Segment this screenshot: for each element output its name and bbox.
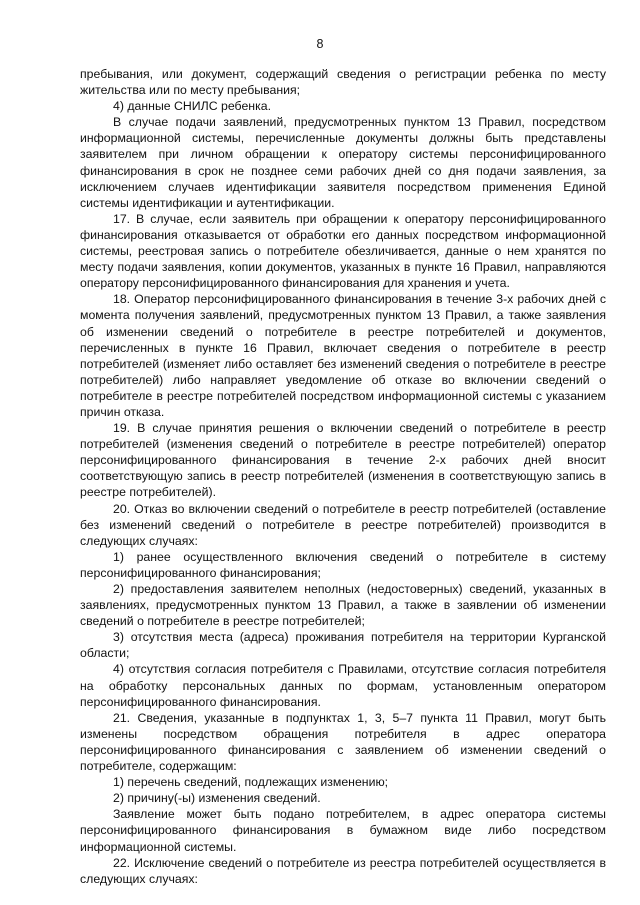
page-number: 8 [316,37,324,51]
paragraph: 21. Сведения, указанные в подпунктах 1, 3, 5–7 пункта 11 Правил, могут быть изменены посредством обращения потребителя в адрес оператора персонифицированного финансирования с заявлением об изменении сведений о потребителе, содержащим: [80,710,606,774]
document-body [80,66,606,887]
paragraph: 4) данные СНИЛС ребенка. [113,99,271,114]
paragraph: 1) ранее осуществленного включения сведений о потребителе в систему персонифицированного финансирования; [80,549,606,580]
paragraph: 22. Исключение сведений о потребителе из реестра потребителей осуществляется в следующих случаях: [80,855,606,886]
paragraph: 4) отсутствия согласия потребителя с Правилами, отсутствие согласия потребителя на обработку персональных данных по формам, установленным оператором персонифицированного финансирования. [80,662,606,709]
paragraph: 3) отсутствия места (адреса) проживания потребителя на территории Курганской области; [80,630,606,661]
paragraph: 2) причину(-ы) изменения сведений. [113,791,321,806]
paragraph: Заявление может быть подано потребителем, в адрес оператора системы персонифицированного финансирования в бумажном виде либо посредством информационной системы. [80,807,606,854]
paragraph: В случае подачи заявлений, предусмотренных пунктом 13 Правил, посредством информационной системы, перечисленные документы должны быть представлены заявителем при личном обращении к оператору системы персонифицированного финансирования в срок не позднее семи рабочих дней со дня подачи заявления, за исключением случаев идентификации заявителя посредством применения Единой системы идентификации и аутентификации. [80,115,606,210]
paragraph: пребывания, или документ, содержащий сведения о регистрации ребенка по месту жительства или по месту пребывания; [80,67,606,98]
paragraph: 20. Отказ во включении сведений о потребителе в реестр потребителей (оставление без изменений сведений о потребителе в реестре потребителей) производится в следующих случаях: [80,501,606,548]
paragraph: 2) предоставления заявителем неполных (недостоверных) сведений, указанных в заявлениях, предусмотренных пунктом 13 Правил, а также в заявлении об изменении сведений о потребителе в реестре потребителей; [80,582,606,629]
paragraph: 18. Оператор персонифицированного финансирования в течение 3-х рабочих дней с момента получения заявлений, предусмотренных пунктом 13 Правил, а также заявления об изменении сведений о потребителе в реестре потребителей и документов, перечисленных в пункте 16 Правил, включает сведения о потребителе в реестр потребителей (изменяет либо оставляет без изменений сведения о потребителе в реестре потребителей) либо направляет уведомление об отказе во включении сведений о потребителе в реестре потребителей посредством информационной системы с указанием причин отказа. [80,292,606,419]
paragraph: 19. В случае принятия решения о включении сведений о потребителе в реестр потребителей (изменения сведений о потребителе в реестре потребителей) оператор персонифицированного финансирования в течение 2-х рабочих дней вносит соответствующую запись в реестр потребителей (изменения в соответствующую запись в реестре потребителей). [80,421,606,500]
paragraph: 1) перечень сведений, подлежащих изменению; [113,775,389,790]
paragraph: 17. В случае, если заявитель при обращении к оператору персонифицированного финансирования отказывается от обработки его данных посредством информационной системы, реестровая запись о потребителе обезличивается, данные о нем хранятся по месту подачи заявления, копии документов, указанных в пункте 16 Правил, направляются оператору персонифицированного финансирования для хранения и учета. [80,211,606,291]
